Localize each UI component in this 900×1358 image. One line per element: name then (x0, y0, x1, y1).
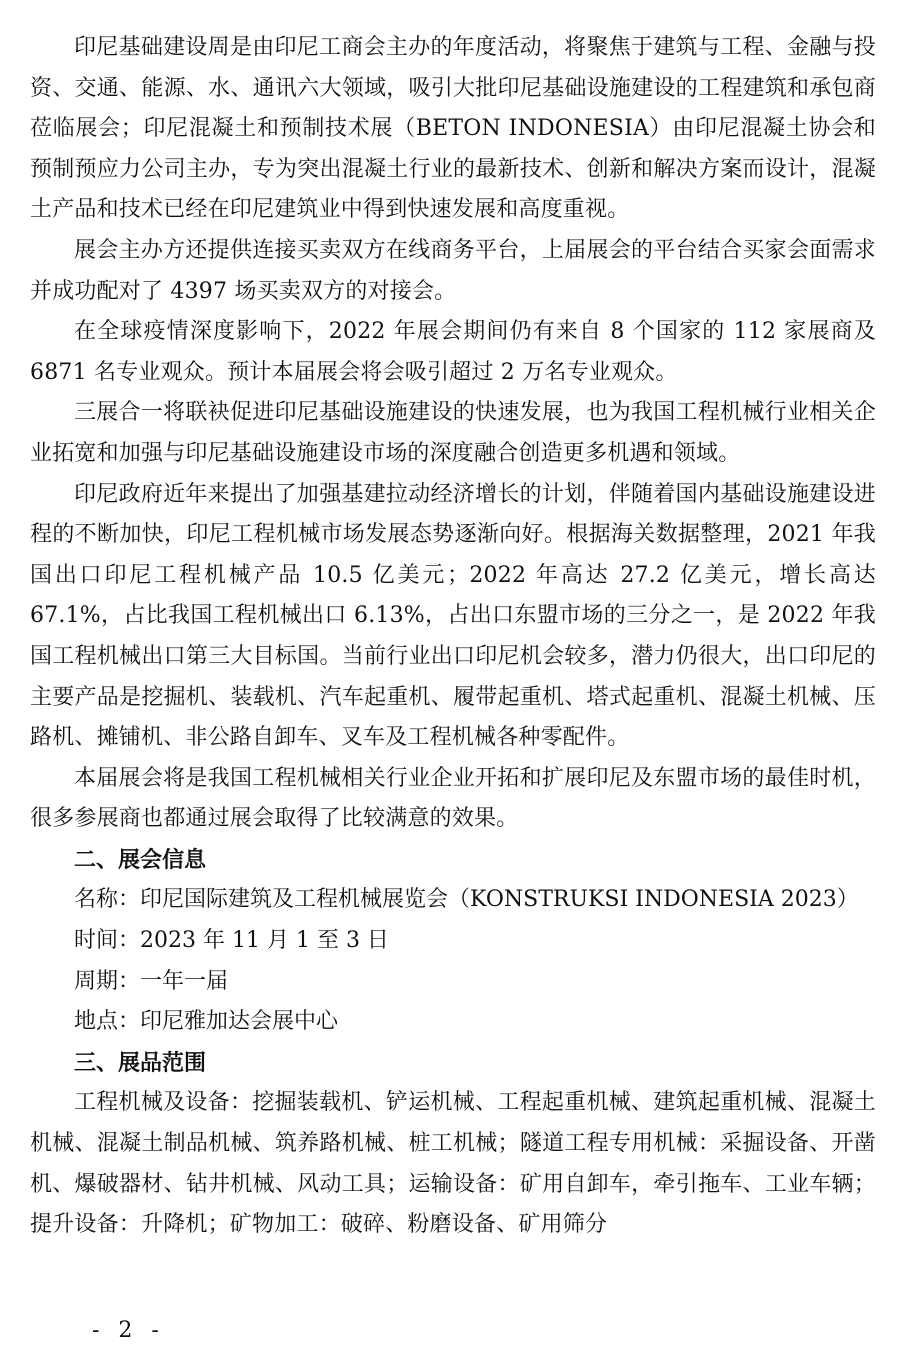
document-page (30, 28, 876, 1246)
exhibition-venue: 地点：印尼雅加达会展中心 (74, 1009, 339, 1035)
body-paragraph: 本届展会将是我国工程机械相关行业企业开拓和扩展印尼及东盟市场的最佳时机，很多参展商也都通过展会取得了比较满意的效果。 (30, 765, 876, 832)
exhibit-scope-paragraph: 工程机械及设备：挖掘装载机、铲运机械、工程起重机械、建筑起重机械、混凝土机械、混凝土制品机械、筑养路机械、桩工机械；隧道工程专用机械：采掘设备、开凿机、爆破器材、钻井机械、风动工具；运输设备：矿用自卸车，牵引拖车、工业车辆；提升设备：升降机；矿物加工：破碎、粉磨设备、矿用筛分 (30, 1090, 876, 1238)
section-heading-exhibit-scope: 三、展品范围 (74, 1049, 207, 1076)
exhibition-time: 时间：2023 年 11 月 1 至 3 日 (74, 928, 389, 954)
body-paragraph: 在全球疫情深度影响下，2022 年展会期间仍有来自 8 个国家的 112 家展商及 6871 名专业观众。预计本届展会将会吸引超过 2 万名专业观众。 (30, 319, 876, 385)
body-paragraph: 印尼政府近年来提出了加强基建拉动经济增长的计划，伴随着国内基础设施建设进程的不断加快，印尼工程机械市场发展态势逐渐向好。根据海关数据整理，2021 年我国出口印尼工程机械产品 10.5 亿美元；2022 年高达 27.2 亿美元，增长高达 67.1%，占比我国工程机械出口 6.13%，占出口东盟市场的三分之一，是 2022 年我国工程机械出口第三大目标国。当前行业出口印尼机会较多，潜力仍很大，出口印尼的主要产品是挖掘机、装载机、汽车起重机、履带起重机、塔式起重机、混凝土机械、压路机、摊铺机、非公路自卸车、叉车及工程机械各种零配件。 (30, 481, 876, 751)
body-paragraph: 展会主办方还提供连接买卖双方在线商务平台，上届展会的平台结合买家会面需求并成功配对了 4397 场买卖双方的对接会。 (30, 237, 876, 304)
section-heading-exhibition-info: 二、展会信息 (74, 846, 207, 873)
body-paragraph: 三展合一将联袂促进印尼基础设施建设的快速发展，也为我国工程机械行业相关企业拓宽和加强与印尼基础设施建设市场的深度融合创造更多机遇和领域。 (30, 400, 876, 466)
page-number: - 2 - (92, 1318, 165, 1343)
exhibition-name: 名称：印尼国际建筑及工程机械展览会（KONSTRUKSI INDONESIA 2023） (74, 887, 859, 913)
body-paragraph: 印尼基础建设周是由印尼工商会主办的年度活动，将聚焦于建筑与工程、金融与投资、交通、能源、水、通讯六大领域，吸引大批印尼基础设施建设的工程建筑和承包商莅临展会；印尼混凝土和预制技术展（BETON INDONESIA）由印尼混凝土协会和预制预应力公司主办，专为突出混凝土行业的最新技术、创新和解决方案而设计，混凝土产品和技术已经在印尼建筑业中得到快速发展和高度重视。 (30, 35, 876, 223)
exhibition-cycle: 周期：一年一届 (74, 968, 229, 994)
